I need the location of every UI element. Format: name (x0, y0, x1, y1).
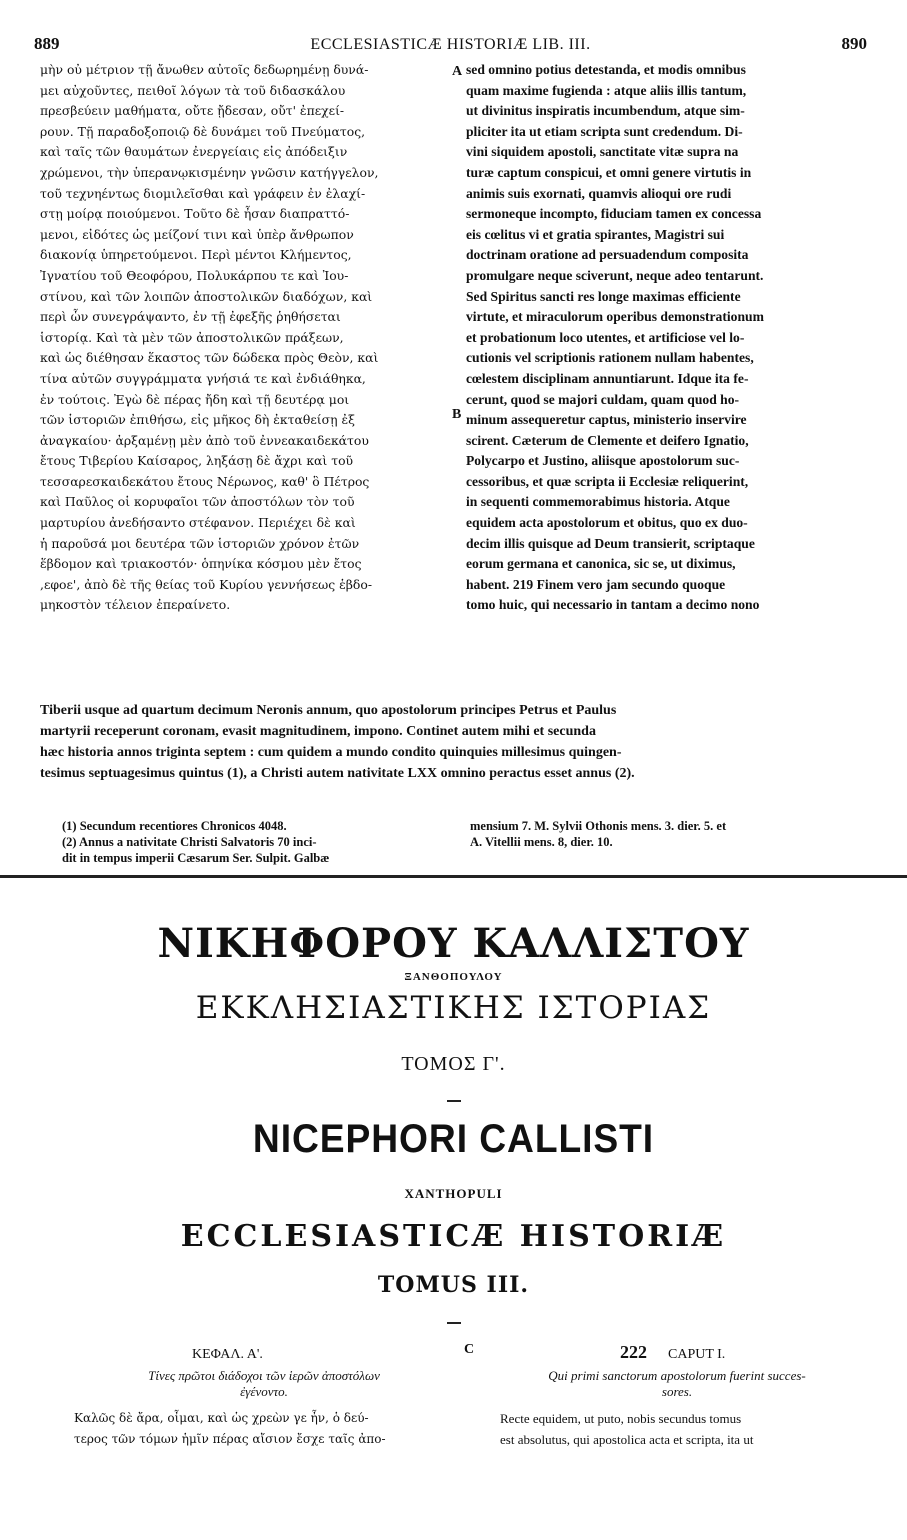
latin-text-line: promulgare neque sciverunt, neque adeo tentarunt. (466, 267, 764, 283)
footnote-line: dit in tempus imperii Cæsarum Ser. Sulpit. Galbæ (62, 851, 330, 865)
latin-text-line: eis cœlitus vi et gratia spirantes, Magistri sui (466, 226, 725, 242)
latin-body-line: est absolutus, qui apostolica acta et scripta, ita ut (500, 1432, 754, 1447)
greek-subtitle-line: ἐγένοντο. (240, 1384, 288, 1399)
latin-text-line: cessoribus, et quæ scripta ii Ecclesiæ reliquerint, (466, 473, 749, 489)
latin-text-line: vini siquidem apostoli, sanctitate vitæ supra na (466, 144, 739, 160)
greek-text-line: ἡ παροῦσά μοι δευτέρα τῶν ἱστοριῶν χρόνον ἐτῶν (40, 535, 360, 551)
latin-text-column (466, 60, 874, 616)
greek-text-line: πρεσβεύειν μαθήματα, οὔτε ᾔδεσαν, οὔτ' ἐπεχεί- (40, 103, 345, 119)
latin-text-line: scirent. Cæterum de Clemente et deifero Ignatio, (466, 432, 749, 448)
latin-text-line: sed omnino potius detestanda, et modis omnibus (466, 62, 746, 77)
running-head (34, 34, 867, 58)
latin-text-line: Polycarpo et Justino, aliisque apostolorum suc- (466, 453, 740, 469)
margin-letter-c: C (464, 1342, 475, 1357)
greek-text-line: ἱστορίᾳ. Καὶ τὰ μὲν τῶν ἀποστολικῶν πράξεων, (40, 329, 344, 345)
greek-text-line: μει αὐχοῦντες, πειθοῖ λόγων τὰ τοῦ διδασκάλου (40, 82, 346, 98)
page-number-left: 889 (34, 34, 60, 53)
footnote-line: A. Vitellii mens. 8, dier. 10. (470, 835, 613, 849)
greek-text-line: καὶ Παῦλος οἱ κορυφαῖοι τῶν ἀποστόλων τὸν τοῦ (40, 494, 355, 510)
greek-text-line: χρώμενοι, τὴν ὑπερανῳκισμένην γνῶσιν κατήγγελον, (40, 164, 379, 180)
latin-text-line: et probationum loco utentes, et artificiose vel lo- (466, 329, 745, 345)
running-title: ECCLESIASTICÆ HISTORIÆ LIB. III. (310, 36, 591, 53)
greek-text-line: ἔτους Τιβερίου Καίσαρος, ληξάσῃ δὲ ἄχρι καὶ τοῦ (40, 453, 354, 469)
greek-subtitle-line: Τίνες πρῶτοι διάδοχοι τῶν ἱερῶν ἀποστόλων (148, 1368, 380, 1383)
title-dash-2 (447, 1322, 461, 1324)
latin-text-line: minum assequeretur captus, ministerio inservire (466, 412, 747, 428)
greek-text-line: μενοι, εἰδότες ὡς μείζονί τινι καὶ ὑπὲρ ἄνθρωπον (40, 226, 354, 242)
greek-text-line: Ἰγνατίου τοῦ Θεοφόρου, Πολυκάρπου τε καὶ Ἰου- (40, 267, 349, 283)
latin-text-line: animis suis exornati, quamvis alioqui ore rudi (466, 185, 732, 201)
latin-subtitle-line: sores. (661, 1384, 693, 1399)
latin-text-line: eorum germana et canonica, sic se, ut diximus, (466, 556, 736, 572)
latin-text-line: virtute, et miraculorum operibus demonstrationum (466, 309, 764, 325)
title-greek-surname: ΞΑΝΘΟΠΟΥΛΟΥ (404, 971, 503, 983)
latin-text-line: turæ captum conspicui, et omni genere virtutis in (466, 164, 752, 180)
title-latin-tome: TOMUS III. (377, 1272, 530, 1298)
greek-text-line: στῃ μοίρᾳ ποιούμενοι. Τοῦτο δὲ ἦσαν διαπραττό- (40, 206, 350, 222)
greek-text-line: μηκοστὸν τέλειον ἐπεραίνετο. (40, 597, 231, 613)
greek-text-line: περὶ ὧν συνεγράψαντο, ἐν τῇ ἐφεξῆς ῥηθήσεται (40, 309, 341, 325)
title-latin-surname: XANTHOPULI (404, 1186, 503, 1201)
greek-text-line: καὶ ὡς διέθησαν ἕκαστος τῶν δώδεκα πρὸς Θεὸν, καὶ (40, 350, 379, 366)
greek-text-line: ,εφοε', ἀπὸ δὲ τῆς θείας τοῦ Κυρίου γεννήσεως ἑβδο- (40, 576, 373, 592)
greek-text-line: τίνα αὐτῶν συγγράμματα γνήσιά τε καὶ ἐνδιάθηκα, (40, 370, 366, 386)
full-width-line: tesimus septuagesimus quintus (1), a Christi autem nativitate LXX omnino peractus esset annus (2). (40, 766, 635, 781)
latin-subtitle-line: Qui primi sanctorum apostolorum fuerint succes- (548, 1368, 806, 1383)
section-rule (0, 875, 907, 878)
latin-text-line: decim illis quisque ad Deum transierit, scriptaque (466, 535, 755, 551)
greek-text-line: καὶ ταῖς τῶν θαυμάτων ἐνεργείαις εἰς ἀπόδειξιν (40, 144, 348, 160)
latin-text-line: habent. 219 Finem vero jam secundo quoque (466, 576, 726, 592)
latin-text-line: tomo huic, qui necessario in tantam a decimo nono (466, 597, 760, 613)
latin-text-line: sermoneque incompto, fiduciam tamen ex concessa (466, 206, 762, 222)
margin-letter-a: A (452, 64, 463, 79)
greek-text-line: τεσσαρεσκαιδεκάτου ἔτους Νέρωνος, καθ' ὃ Πέτρος (40, 473, 370, 489)
greek-text-line: τοῦ τεχνηέντως διομιλεῖσθαι καὶ γράφειν ἐν ἐλαχί- (40, 185, 366, 201)
footnotes-right (470, 818, 874, 850)
title-greek-tome: ΤΟΜΟΣ Γ'. (401, 1053, 506, 1075)
latin-chapter-subtitle (480, 1368, 874, 1400)
latin-text-line: quam maxime fugienda : atque aliis illis tantum, (466, 82, 747, 98)
latin-text-line: Sed Spiritus sancti res longe maximas efficiente (466, 288, 741, 304)
title-latin-author: NICEPHORI CALLISTI (252, 1117, 655, 1161)
latin-chapter-head: CAPUT I. (668, 1347, 726, 1362)
greek-chapter-body (74, 1408, 460, 1450)
footnote-line: mensium 7. M. Sylvii Othonis mens. 3. dier. 5. et (470, 819, 727, 833)
full-width-paragraph (40, 700, 874, 784)
greek-text-line: ἕβδομον καὶ τριακοστόν· ὁπηνίκα κόσμου μὲν ἔτος (40, 556, 362, 572)
latin-chapter-number: 222 (620, 1342, 647, 1362)
greek-body-line: τερος τῶν τόμων ἡμῖν πέρας αἴσιον ἔσχε ταῖς ἀπο- (74, 1432, 386, 1446)
full-width-line: hæc historia annos triginta septem : cum quidem a mundo condito quinquies millesimus quingen- (40, 745, 622, 760)
latin-body-line: Recte equidem, ut puto, nobis secundus tomus (500, 1411, 742, 1426)
latin-text-line: doctrinam oratione ad persuadendum composita (466, 247, 749, 263)
latin-text-line: pliciter ita ut etiam scripta sunt credendum. Di- (466, 123, 743, 139)
footnote-line: (1) Secundum recentiores Chronicos 4048. (62, 819, 287, 833)
latin-text-line: ut divinitus inspiratis incumbendum, atque sim- (466, 103, 745, 119)
latin-text-line: equidem acta apostolorum et obitus, quo ex duo- (466, 515, 748, 531)
greek-text-line: στίνου, καὶ τῶν λοιπῶν ἀποστολικῶν διαδόχων, καὶ (40, 288, 373, 304)
title-dash-1 (447, 1100, 461, 1102)
greek-text-line: ἐν τούτοις. Ἐγὼ δὲ πέρας ἤδη καὶ τῇ δευτέρᾳ μοι (40, 391, 350, 407)
title-greek-work: ΕΚΚΛΗΣΙΑΣΤΙΚΗΣ ΙΣΤΟΡΙΑΣ (195, 990, 712, 1026)
greek-text-line: ἀναγκαίου· ἀρξαμένῃ μὲν ἀπὸ τοῦ ἐννεακαιδεκάτου (40, 432, 369, 448)
latin-text-line: cutionis vel scriptionis rationem nullam habentes, (466, 350, 754, 366)
latin-text-line: cerunt, quod se majori culdam, quam quod ho- (466, 391, 740, 407)
title-greek-author-wrap (0, 922, 907, 966)
full-width-line: martyrii receperunt coronam, evasit magnitudinem, impono. Continet autem mihi et secunda (40, 724, 596, 739)
latin-chapter-body (500, 1408, 878, 1450)
greek-text-line: ρουν. Τῇ παραδοξοποιῷ δὲ δυνάμει τοῦ Πνεύματος, (40, 123, 366, 139)
greek-chapter-head: ΚΕΦΑΛ. Α'. (192, 1347, 263, 1362)
greek-body-line: Καλῶς δὲ ἄρα, οἶμαι, καὶ ὡς χρεὼν γε ἦν, ὁ δεύ- (74, 1411, 369, 1425)
footnote-line: (2) Annus a nativitate Christi Salvatoris 70 inci- (62, 835, 317, 849)
greek-chapter-subtitle (64, 1368, 464, 1400)
greek-text-line: μαρτυρίου ἀνεδήσαντο στέφανον. Περιέχει δὲ καὶ (40, 515, 356, 531)
title-greek-author: ΝΙΚΗΦΟΡΟΥ ΚΑΛΛΙΣΤΟΥ (157, 920, 750, 967)
page-number-right: 890 (841, 34, 867, 53)
footnotes-left (62, 818, 462, 866)
full-width-line: Tiberii usque ad quartum decimum Neronis annum, quo apostolorum principes Petrus et Paulus (40, 703, 617, 718)
greek-text-line: τῶν ἱστοριῶν ἐπιθήσω, εἰς μῆκος δὴ ἐκταθείσῃ ἐξ (40, 412, 355, 428)
greek-text-line: μὴν οὐ μέτριον τῇ ἄνωθεν αὐτοῖς δεδωρημένῃ δυνά- (40, 62, 369, 77)
latin-text-line: cœlestem disciplinam annuntiarunt. Idque ita fe- (466, 370, 749, 386)
latin-text-line: in sequenti commemorabimus historia. Atque (466, 494, 730, 510)
greek-text-line: διακονίᾳ ὑπηρετούμενοι. Περὶ μέντοι Κλήμεντος, (40, 247, 352, 263)
margin-letter-b: B (452, 407, 462, 422)
title-latin-work: ECCLESIASTICÆ HISTORIÆ (180, 1219, 727, 1254)
greek-text-column (40, 60, 452, 616)
